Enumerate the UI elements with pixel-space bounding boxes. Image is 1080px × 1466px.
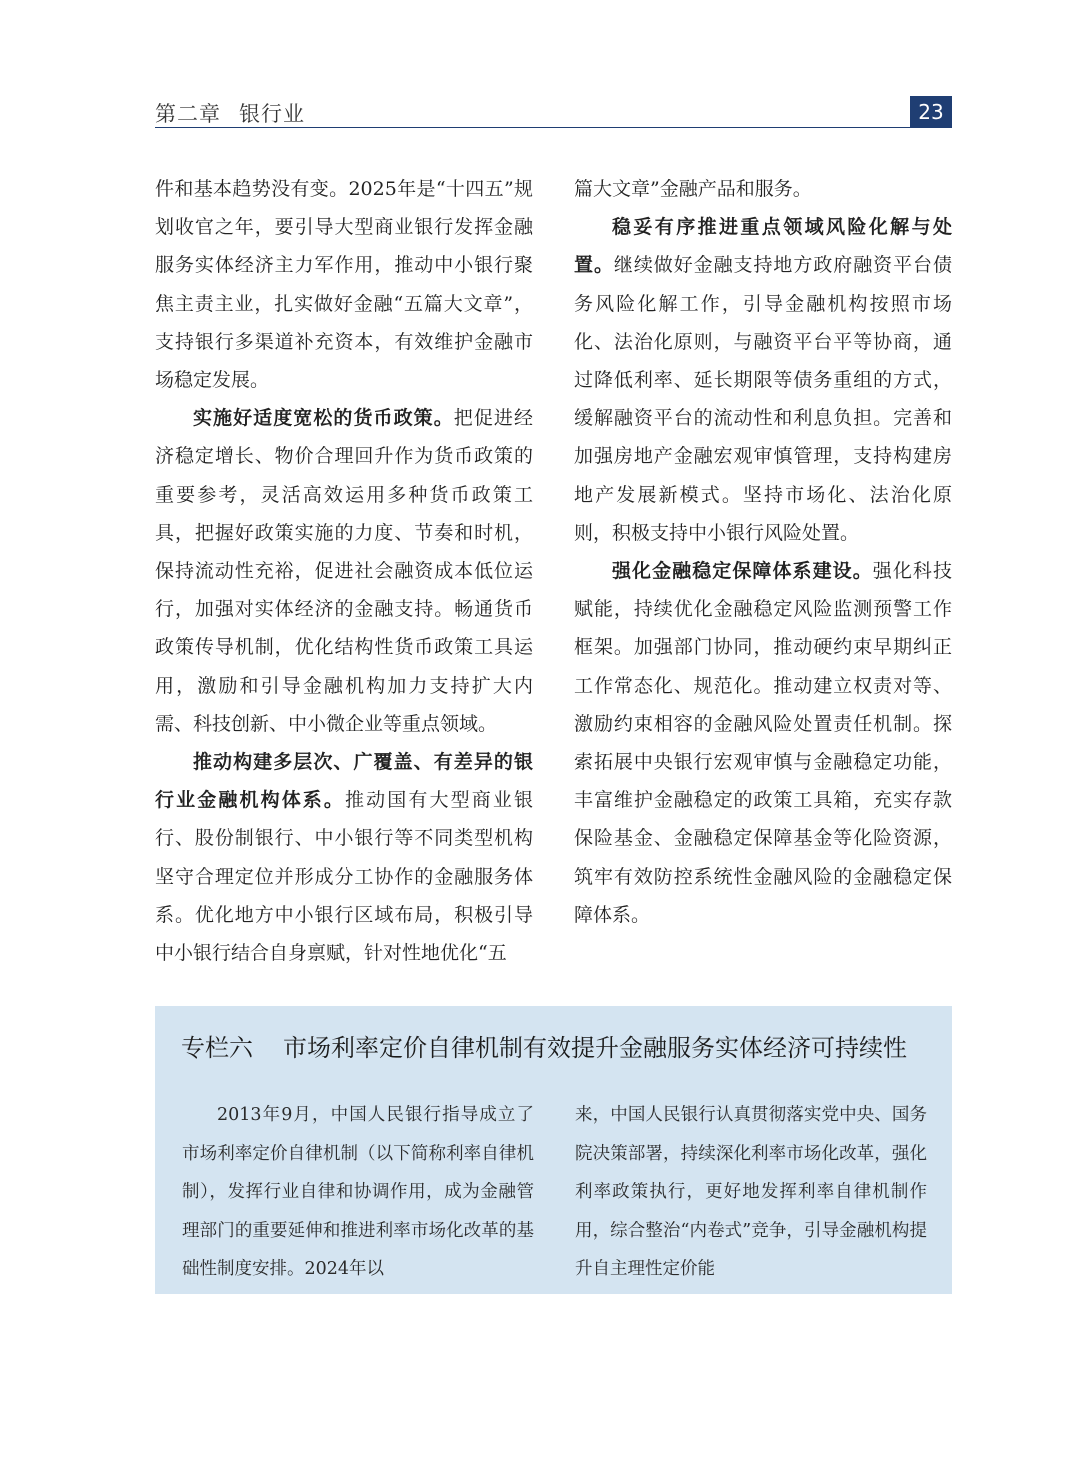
- left-paragraph-2: [155, 399, 533, 743]
- box-right-text: 来，中国人民银行认真贯彻落实党中央、国务院决策部署，持续深化利率市场化改革，强化利率政策执行，更好地发挥利率自律机制作用，综合整治“内卷式”竞争，引导金融机构提升自主理性定价能: [575, 1105, 927, 1279]
- right-paragraph-3: [574, 552, 952, 934]
- right-paragraph-3-text: 强化科技赋能，持续优化金融稳定风险监测预警工作框架。加强部门协同，推动硬约束早期纠正工作常态化、规范化。推动建立权责对等、激励约束相容的金融风险处置责任机制。探索拓展中央银行宏观审慎与金融稳定功能，丰富维护金融稳定的政策工具箱，充实存款保险基金、金融稳定保障基金等化险资源，筑牢有效防控系统性金融风险的金融稳定保障体系。: [574, 560, 952, 926]
- box-left-text: 2013年9月，中国人民银行指导成立了市场利率定价自律机制（以下简称利率自律机制），发挥行业自律和协调作用，成为金融管理部门的重要延伸和推进利率市场化改革的基础性制度安排。2024年以: [182, 1105, 534, 1279]
- right-paragraph-1: 篇大文章”金融产品和服务。: [574, 178, 812, 200]
- header-rule: [155, 127, 910, 128]
- heading-financial-stability: 强化金融稳定保障体系建设。: [612, 560, 873, 583]
- left-paragraph-3: [155, 743, 533, 972]
- box-left-column: [182, 1096, 534, 1289]
- left-paragraph-1: 件和基本趋势没有变。2025年是“十四五”规划收官之年，要引导大型商业银行发挥金融服务实体经济主力军作用，推动中小银行聚焦主责主业，扎实做好金融“五篇大文章”，支持银行多渠道补充资本，有效维护金融市场稳定发展。: [155, 178, 533, 392]
- left-paragraph-2-text: 把促进经济稳定增长、物价合理回升作为货币政策的重要参考，灵活高效运用多种货币政策工具，把握好政策实施的力度、节奏和时机，保持流动性充裕，促进社会融资成本低位运行，加强对实体经济的金融支持。畅通货币政策传导机制，优化结构性货币政策工具运用，激励和引导金融机构加力支持扩大内需、科技创新、中小微企业等重点领域。: [155, 407, 533, 735]
- page-header: [155, 96, 952, 130]
- right-paragraph-2-text: 继续做好金融支持地方政府融资平台债务风险化解工作，引导金融机构按照市场化、法治化原则，与融资平台平等协商，通过降低利率、延长期限等债务重组的方式，缓解融资平台的流动性和利息负担。完善和加强房地产金融宏观审慎管理，支持构建房地产发展新模式。坚持市场化、法治化原则，积极支持中小银行风险处置。: [574, 254, 952, 544]
- box-title: [181, 1028, 907, 1063]
- box-heading: 市场利率定价自律机制有效提升金融服务实体经济可持续性: [283, 1034, 907, 1062]
- heading-monetary-policy: 实施好适度宽松的货币政策。: [193, 407, 454, 430]
- right-paragraph-2: [574, 208, 952, 552]
- heading-risk-resolution: 稳妥有序推进重点领域风险化解与处置。: [574, 216, 952, 277]
- chapter-label: 第二章: [155, 102, 221, 126]
- running-title: [155, 98, 305, 128]
- section-label: 银行业: [239, 102, 305, 126]
- page-number: 23: [910, 96, 952, 128]
- box-right-column: [575, 1096, 927, 1289]
- left-paragraph-3-text: 推动国有大型商业银行、股份制银行、中小银行等不同类型机构坚守合理定位并形成分工协作的金融服务体系。优化地方中小银行区域布局，积极引导中小银行结合自身禀赋，针对性地优化“五: [155, 789, 533, 965]
- sidebar-box: [155, 1006, 952, 1294]
- right-column: [574, 170, 952, 934]
- left-column: [155, 170, 533, 972]
- box-label: 专栏六: [181, 1034, 253, 1062]
- heading-institution-system: 推动构建多层次、广覆盖、有差异的银行业金融机构体系。: [155, 751, 533, 812]
